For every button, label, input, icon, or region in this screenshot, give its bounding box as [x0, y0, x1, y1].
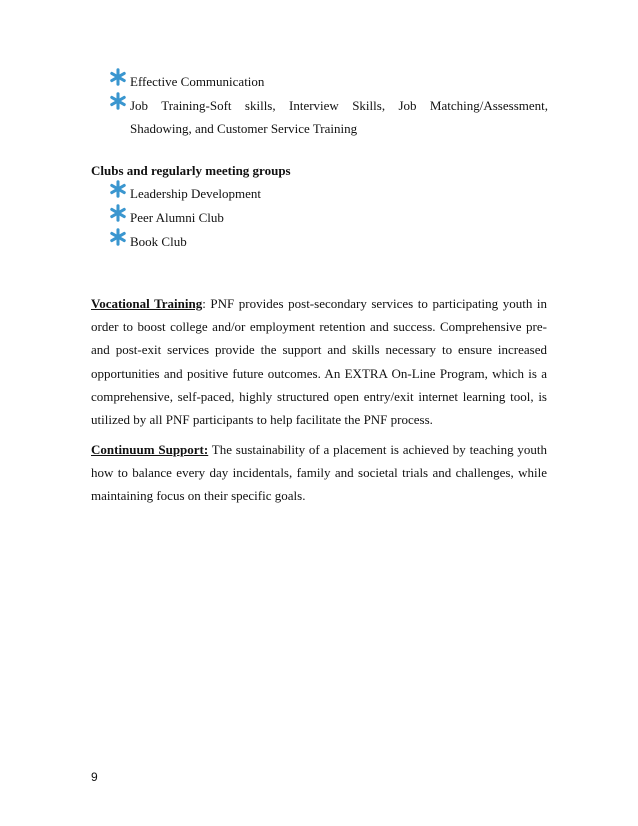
vocational-training-separator: :: [202, 296, 206, 311]
list-item: [112, 70, 548, 93]
list-item: [112, 230, 548, 253]
asterisk-bullet-icon: [109, 204, 127, 222]
list-item: [112, 206, 548, 229]
continuum-support-body: The sustainability of a placement is achieved by teaching youth how to balance every day incidentals, family and societal trials and challenges, while maintaining focus on their specific goals.: [91, 442, 548, 504]
asterisk-bullet-icon: [109, 92, 127, 110]
list-item-text: Leadership Development: [130, 186, 262, 201]
asterisk-bullet-icon: [109, 228, 127, 246]
list-item-text: Peer Alumni Club: [130, 210, 224, 225]
continuum-support-heading: Continuum Support:: [91, 442, 209, 457]
list-item: [112, 182, 548, 205]
continuum-support-paragraph: [91, 438, 547, 508]
clubs-heading: Clubs and regularly meeting groups: [91, 163, 291, 178]
list-item: [112, 94, 548, 140]
vocational-training-paragraph: [91, 292, 547, 431]
list-item-text: Job Training-Soft skills, Interview Skills, Job Matching/Assessment, Shadowing, and Customer Service Training: [130, 98, 548, 136]
vocational-training-body: PNF provides post-secondary services to participating youth in order to boost college and/or employment retention and success. Comprehensive pre- and post-exit services provide the support and skills necessary to ensure increased opportunities and positive future outcomes. An EXTRA On-Line Program, which is a comprehensive, self-paced, highly structured open entry/exit internet learning tool, is utilized by all PNF participants to help facilitate the PNF process.: [91, 296, 547, 428]
list-item-text: Effective Communication: [130, 74, 265, 89]
clubs-list: [112, 182, 548, 254]
asterisk-bullet-icon: [109, 180, 127, 198]
page-number: 9: [91, 770, 98, 784]
asterisk-bullet-icon: [109, 68, 127, 86]
list-item-text: Book Club: [130, 234, 187, 249]
vocational-training-heading: Vocational Training: [91, 296, 203, 311]
skills-list: [112, 70, 548, 141]
